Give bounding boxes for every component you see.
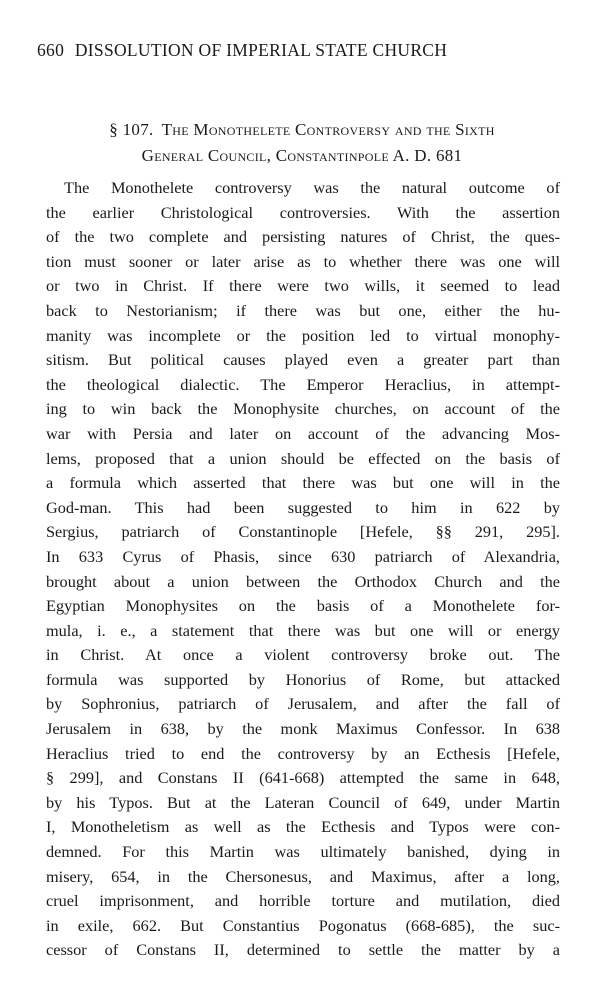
body-line: by Sophronius, patriarch of Jerusalem, and after the fall of [46, 694, 560, 714]
section-number: § 107. [109, 120, 154, 139]
body-line: Sergius, patriarch of Constantinople [Hefele, §§ 291, 295]. [46, 522, 560, 542]
running-head [37, 40, 567, 61]
body-line: Jerusalem in 638, by the monk Maximus Confessor. In 638 [46, 719, 560, 739]
body-line: The Monothelete controversy was the natural outcome of [64, 178, 560, 197]
body-line: or two in Christ. If there were two wills, it seemed to lead [46, 276, 560, 296]
body-line: brought about a union between the Orthodox Church and the [46, 571, 560, 591]
body-line: mula, i. e., a statement that there was but one will or energy [46, 620, 560, 640]
body-line: § 299], and Constans II (641-668) attempted the same in 648, [46, 768, 560, 788]
body-line: tion must sooner or later arise as to whether there was one will [46, 251, 560, 271]
body-line: God-man. This had been suggested to him in 622 by [46, 497, 560, 517]
body-line: misery, 654, in the Chersonesus, and Maximus, after a long, [46, 866, 560, 886]
body-line: the earlier Christological controversies. With the assertion [46, 202, 560, 222]
body-paragraph [46, 176, 560, 963]
body-line: I, Monotheletism as well as the Ecthesis and Typos were con- [46, 817, 560, 837]
body-line: sitism. But political causes played even a greater part than [46, 350, 560, 370]
body-line: of the two complete and persisting natures of Christ, the ques- [46, 227, 560, 247]
body-line: war with Persia and later on account of the advancing Mos- [46, 423, 560, 443]
body-line: Heraclius tried to end the controversy by an Ecthesis [Hefele, [46, 743, 560, 763]
body-line: a formula which asserted that there was but one will in the [46, 473, 560, 493]
body-line: back to Nestorianism; if there was but one, either the hu- [46, 300, 560, 320]
section-title-line-2: General Council, Constantinpole A. D. 681 [141, 146, 463, 165]
page-number: 660 [37, 40, 65, 60]
body-line: in exile, 662. But Constantius Pogonatus (668-685), the suc- [46, 915, 560, 935]
body-line: Egyptian Monophysites on the basis of a Monothelete for- [46, 596, 560, 616]
section-heading-line-1 [37, 117, 567, 143]
body-line: In 633 Cyrus of Phasis, since 630 patriarch of Alexandria, [46, 546, 560, 566]
body-line: formula was supported by Honorius of Rome, but attacked [46, 669, 560, 689]
body-line: manity was incomplete or the position led to virtual monophy- [46, 325, 560, 345]
running-title: DISSOLUTION OF IMPERIAL STATE CHURCH [74, 40, 448, 60]
body-line: cruel imprisonment, and horrible torture and mutilation, died [46, 891, 560, 911]
section-heading [37, 117, 567, 169]
body-line: in Christ. At once a violent controversy broke out. The [46, 645, 560, 665]
body-line: by his Typos. But at the Lateran Council of 649, under Martin [46, 792, 560, 812]
body-line: the theological dialectic. The Emperor Heraclius, in attempt- [46, 374, 560, 394]
body-line: cessor of Constans II, determined to settle the matter by a [46, 940, 560, 960]
body-line: demned. For this Martin was ultimately banished, dying in [46, 842, 560, 862]
body-line: lems, proposed that a union should be effected on the basis of [46, 448, 560, 468]
section-title-line-1: The Monothelete Controversy and the Sixth [161, 120, 495, 139]
body-line: ing to win back the Monophysite churches, on account of the [46, 399, 560, 419]
